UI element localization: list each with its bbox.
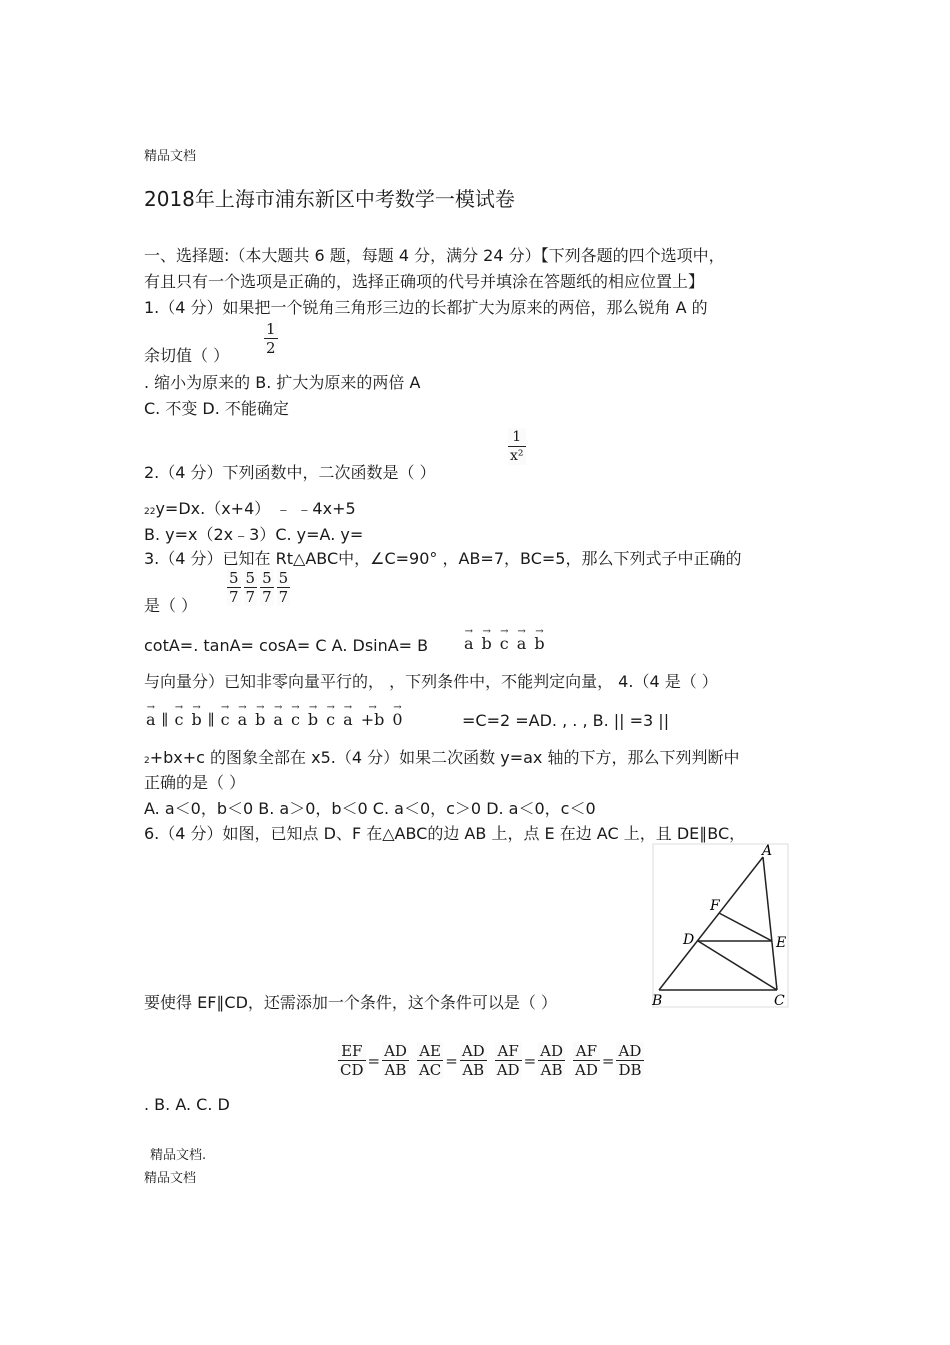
q6-fraction-numerator: AF (573, 1042, 600, 1061)
q6-fraction (573, 1042, 600, 1079)
page-title: 2018年上海市浦东新区中考数学一模试卷 (144, 187, 515, 211)
q6-stem-end: 要使得 EF∥CD，还需添加一个条件，这个条件可以是（ ） (144, 993, 557, 1012)
q2-superscript-marks: 22 (144, 507, 156, 517)
q3-vector-row (462, 632, 547, 653)
q4-vector-row (144, 708, 405, 729)
equals-sign: = (523, 1051, 537, 1070)
q2-options-text: y=Dx.（x+4） ﹣ ﹣4x+5 (155, 499, 356, 518)
figure-frame (653, 844, 788, 1007)
vector-symbol: → a (144, 708, 158, 729)
q6-fraction-denominator: AD (496, 1061, 520, 1079)
q3-fraction-denominator: 7 (262, 588, 272, 606)
point-label-e: E (776, 935, 787, 951)
q6-option-equation (573, 1042, 644, 1079)
q6-option-equation (338, 1042, 409, 1079)
vector-symbol: → a (515, 632, 529, 653)
q2-options-line2: B. y=x（2x﹣3）C. y=A. y= (144, 525, 364, 544)
q3-fraction-numerator: 5 (262, 569, 272, 587)
q2-fraction (508, 428, 526, 465)
parallel-symbol: ∥ (161, 711, 169, 729)
q6-fraction (338, 1042, 366, 1079)
q3-stem: 3.（4 分）已知在 Rt△ABC中，∠C=90° ，AB=7，BC=5，那么下列式子中正确的 (144, 549, 742, 568)
q6-fraction-numerator: EF (338, 1042, 366, 1061)
q6-fraction-numerator: AE (417, 1042, 443, 1061)
q6-fraction-numerator: AF (495, 1042, 522, 1061)
point-label-c: C (774, 993, 785, 1009)
q6-option-fractions (338, 1042, 644, 1079)
vector-symbol: → 0 (390, 708, 404, 729)
q6-fraction (616, 1042, 643, 1079)
vector-symbol: → c (498, 632, 511, 653)
q6-fraction (538, 1042, 565, 1079)
header-watermark: 精品文档 (144, 149, 197, 164)
q3-stem-end: 是（ ） (144, 596, 198, 615)
q1-options-line1: . 缩小为原来的 B. 扩大为原来的两倍 A (144, 373, 421, 392)
vector-symbol: → b (189, 708, 203, 729)
q3-fraction (277, 569, 291, 606)
vector-symbol: → c (289, 708, 302, 729)
q3-options: cotA=. tanA= cosA= C A. DsinA= B (144, 636, 429, 655)
q6-fraction-denominator: AC (418, 1061, 442, 1079)
q5-superscript-mark: 2 (144, 756, 150, 766)
vector-symbol: → b (480, 632, 494, 653)
q3-fraction (244, 569, 258, 606)
q6-fraction-denominator: CD (340, 1061, 364, 1079)
equals-sign: = (367, 1051, 381, 1070)
vector-symbol: → a (236, 708, 250, 729)
vector-symbol: → b (532, 632, 546, 653)
q5-options: A. a＜0，b＜0 B. a＞0，b＜0 C. a＜0，c＞0 D. a＜0，c＜0 (144, 799, 596, 818)
q6-fraction-denominator: AB (540, 1061, 563, 1079)
q6-fraction-denominator: AB (462, 1061, 485, 1079)
q3-fraction-numerator: 5 (278, 569, 289, 587)
q1-options-line2: C. 不变 D. 不能确定 (144, 399, 289, 418)
section-intro-line2: 有且只有一个选项是正确的，选择正确项的代号并填涂在答题纸的相应位置上】 (144, 272, 705, 291)
q5-stem-end: 正确的是（ ） (144, 773, 246, 792)
q1-fraction-numerator: 1 (266, 320, 276, 338)
q5-stem (144, 745, 739, 768)
q6-fraction (460, 1042, 487, 1079)
q6-stem: 6.（4 分）如图，已知点 D、F 在△ABC的边 AB 上，点 E 在边 AC 上，且 DE∥BC， (144, 824, 746, 843)
q6-option-letters: . B. A. C. D (144, 1095, 230, 1114)
footer-watermark-1: 精品文档. (150, 1148, 207, 1163)
q6-fraction (417, 1042, 443, 1079)
q3-fraction-numerator: 5 (245, 569, 256, 587)
q6-option-equation (417, 1042, 487, 1079)
q6-fraction (382, 1042, 409, 1079)
q6-fraction-numerator: AD (540, 1042, 563, 1060)
q2-options-line1 (144, 496, 356, 519)
q3-fraction (227, 569, 241, 606)
q3-fraction-row (227, 569, 290, 606)
q1-stem: 1.（4 分）如果把一个锐角三角形三边的长都扩大为原来的两倍，那么锐角 A 的 (144, 298, 708, 317)
vector-symbol: → c (219, 708, 232, 729)
q6-fraction-numerator: AD (384, 1042, 407, 1060)
q2-stem: 2.（4 分）下列函数中，二次函数是（ ） (144, 463, 436, 482)
q3-fraction-denominator: 7 (229, 588, 239, 606)
equals-sign: = (445, 1051, 458, 1070)
q5-stem-text: +bx+c 的图象全部在 x5.（4 分）如果二次函数 y=ax 轴的下方，那么下列判断中 (149, 748, 740, 767)
vector-symbol: → b (306, 708, 320, 729)
parallel-symbol: ∥ (207, 711, 215, 729)
q1-fraction-denominator: 2 (266, 339, 276, 357)
q1-stem-end: 余切值（ ） (144, 346, 230, 365)
vector-symbol: → c (324, 708, 337, 729)
q6-option-equation (495, 1042, 565, 1079)
q3-fraction (260, 569, 274, 606)
q6-fraction-denominator: DB (618, 1061, 642, 1079)
point-label-a: A (762, 843, 773, 859)
q3-fraction-numerator: 5 (229, 569, 239, 587)
equals-sign: = (601, 1051, 615, 1070)
q2-fraction-numerator: 1 (508, 428, 526, 447)
q4-stem: 与向量分）已知非零向量平行的， ，下列条件中，不能判定向量， 4.（4 是（ ） (144, 672, 718, 691)
vector-symbol: → +b (359, 708, 387, 729)
point-label-f: F (710, 898, 720, 914)
vector-symbol: → a (271, 708, 285, 729)
q6-fraction-numerator: AD (461, 1042, 485, 1060)
q2-fraction-denominator: x² (510, 448, 524, 464)
q6-fraction (495, 1042, 522, 1079)
q3-fraction-denominator: 7 (245, 588, 256, 606)
point-label-d: D (683, 932, 695, 948)
q6-fraction-denominator: AD (575, 1061, 598, 1079)
q6-fraction-denominator: AB (384, 1061, 407, 1079)
vector-symbol: → a (462, 632, 476, 653)
vector-symbol: → b (253, 708, 267, 729)
point-label-b: B (652, 993, 663, 1009)
footer-watermark-2: 精品文档 (144, 1171, 197, 1186)
vector-symbol: → c (172, 708, 185, 729)
q1-fraction (264, 320, 278, 357)
vector-symbol: → a (341, 708, 355, 729)
section-intro-line1: 一、选择题:（本大题共 6 题，每题 4 分，满分 24 分）【下列各题的四个选项中， (144, 246, 725, 265)
triangle-figure (650, 843, 790, 1009)
q4-condition-tail: =C=2 =AD. , . , B. || =3 || (462, 711, 670, 730)
q3-fraction-denominator: 7 (278, 588, 289, 606)
q6-fraction-numerator: AD (616, 1042, 643, 1061)
